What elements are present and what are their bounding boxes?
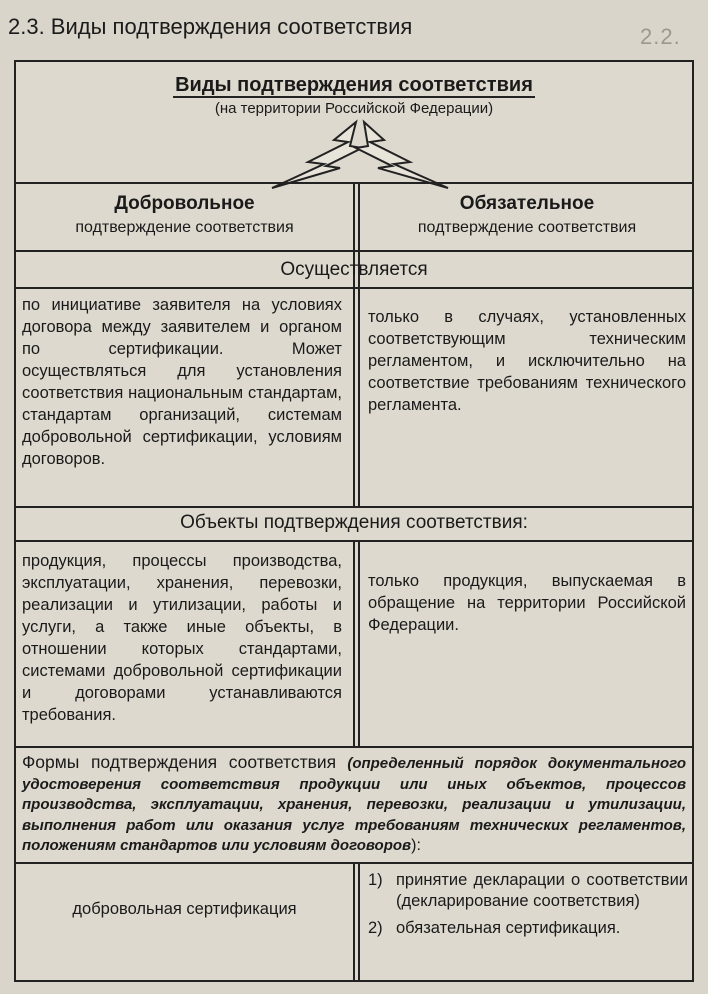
divider bbox=[16, 746, 692, 748]
voluntary-title: Добровольное bbox=[114, 193, 255, 214]
voluntary-subtitle: подтверждение соответствия bbox=[75, 219, 294, 236]
forms-lead: Формы подтверждения соответствия bbox=[22, 752, 337, 772]
conformity-table bbox=[14, 60, 694, 982]
column-divider bbox=[353, 862, 355, 980]
list-item bbox=[368, 870, 688, 912]
background-heading: 2.2. bbox=[640, 24, 681, 49]
objects-voluntary-text: продукция, процессы производства, эксплуатации, хранения, перевозки, реализации и утилизации, работы и услуги, а также иные объекты, в отношении которых стандартами, системами добровольной сертификации и договорами устанавливаются требования. bbox=[22, 552, 342, 724]
forms-tail: ): bbox=[411, 837, 421, 854]
mandatory-heading bbox=[360, 192, 694, 240]
list-item-text: обязательная сертификация. bbox=[396, 919, 621, 937]
forms-definition-text: (определенный порядок документального удостоверения соответствия продукции или иных объектов, процессов производства, эксплуатации, хранения, перевозки, реализации и утилизации, выполнения работ или оказания услуг требованиям технических регламентов, положениям стандартов или условиям договоров bbox=[22, 755, 687, 854]
list-item-number: 2) bbox=[368, 919, 383, 937]
mandatory-forms-list bbox=[368, 870, 688, 939]
voluntary-heading bbox=[16, 192, 353, 240]
column-divider bbox=[353, 540, 355, 746]
mandatory-title: Обязательное bbox=[459, 193, 595, 214]
section-title: 2.3. Виды подтверждения соответствия bbox=[8, 14, 413, 39]
mandatory-subtitle: подтверждение соответствия bbox=[417, 219, 637, 236]
divider bbox=[16, 506, 692, 508]
objects-mandatory-text: только продукция, выпускаемая в обращение на территории Российской Федерации. bbox=[368, 572, 686, 634]
list-item-text: принятие декларации о соответствии (декларирование соответствия) bbox=[396, 871, 688, 910]
column-divider bbox=[358, 287, 360, 507]
voluntary-form: добровольная сертификация bbox=[72, 900, 297, 918]
performed-voluntary-text: по инициативе заявителя на условиях договора между заявителем и органом по сертификации. Может осуществляться для установления соответствия национальным стандартам, стандартам организаций, системам добровольной сертификации, условиям договоров. bbox=[22, 296, 342, 468]
table-title-text: Виды подтверждения соответствия bbox=[175, 74, 533, 96]
table-subtitle: (на территории Российской Федерации) bbox=[214, 100, 494, 117]
column-divider bbox=[353, 287, 355, 507]
objects-label: Объекты подтверждения соответствия: bbox=[180, 512, 528, 533]
list-item-number: 1) bbox=[368, 871, 383, 889]
performed-mandatory-text: только в случаях, установленных соответствующим техническим регламентом, и исключительно на соответствие требованиям технического регламента. bbox=[368, 308, 686, 414]
forms-definition bbox=[22, 752, 686, 857]
column-divider bbox=[358, 540, 360, 746]
lightning-arrows-icon bbox=[216, 118, 496, 190]
performed-label: Осуществляется bbox=[280, 259, 428, 280]
column-divider bbox=[358, 862, 360, 980]
table-title bbox=[16, 74, 692, 97]
list-item bbox=[368, 918, 688, 939]
divider bbox=[16, 250, 692, 252]
